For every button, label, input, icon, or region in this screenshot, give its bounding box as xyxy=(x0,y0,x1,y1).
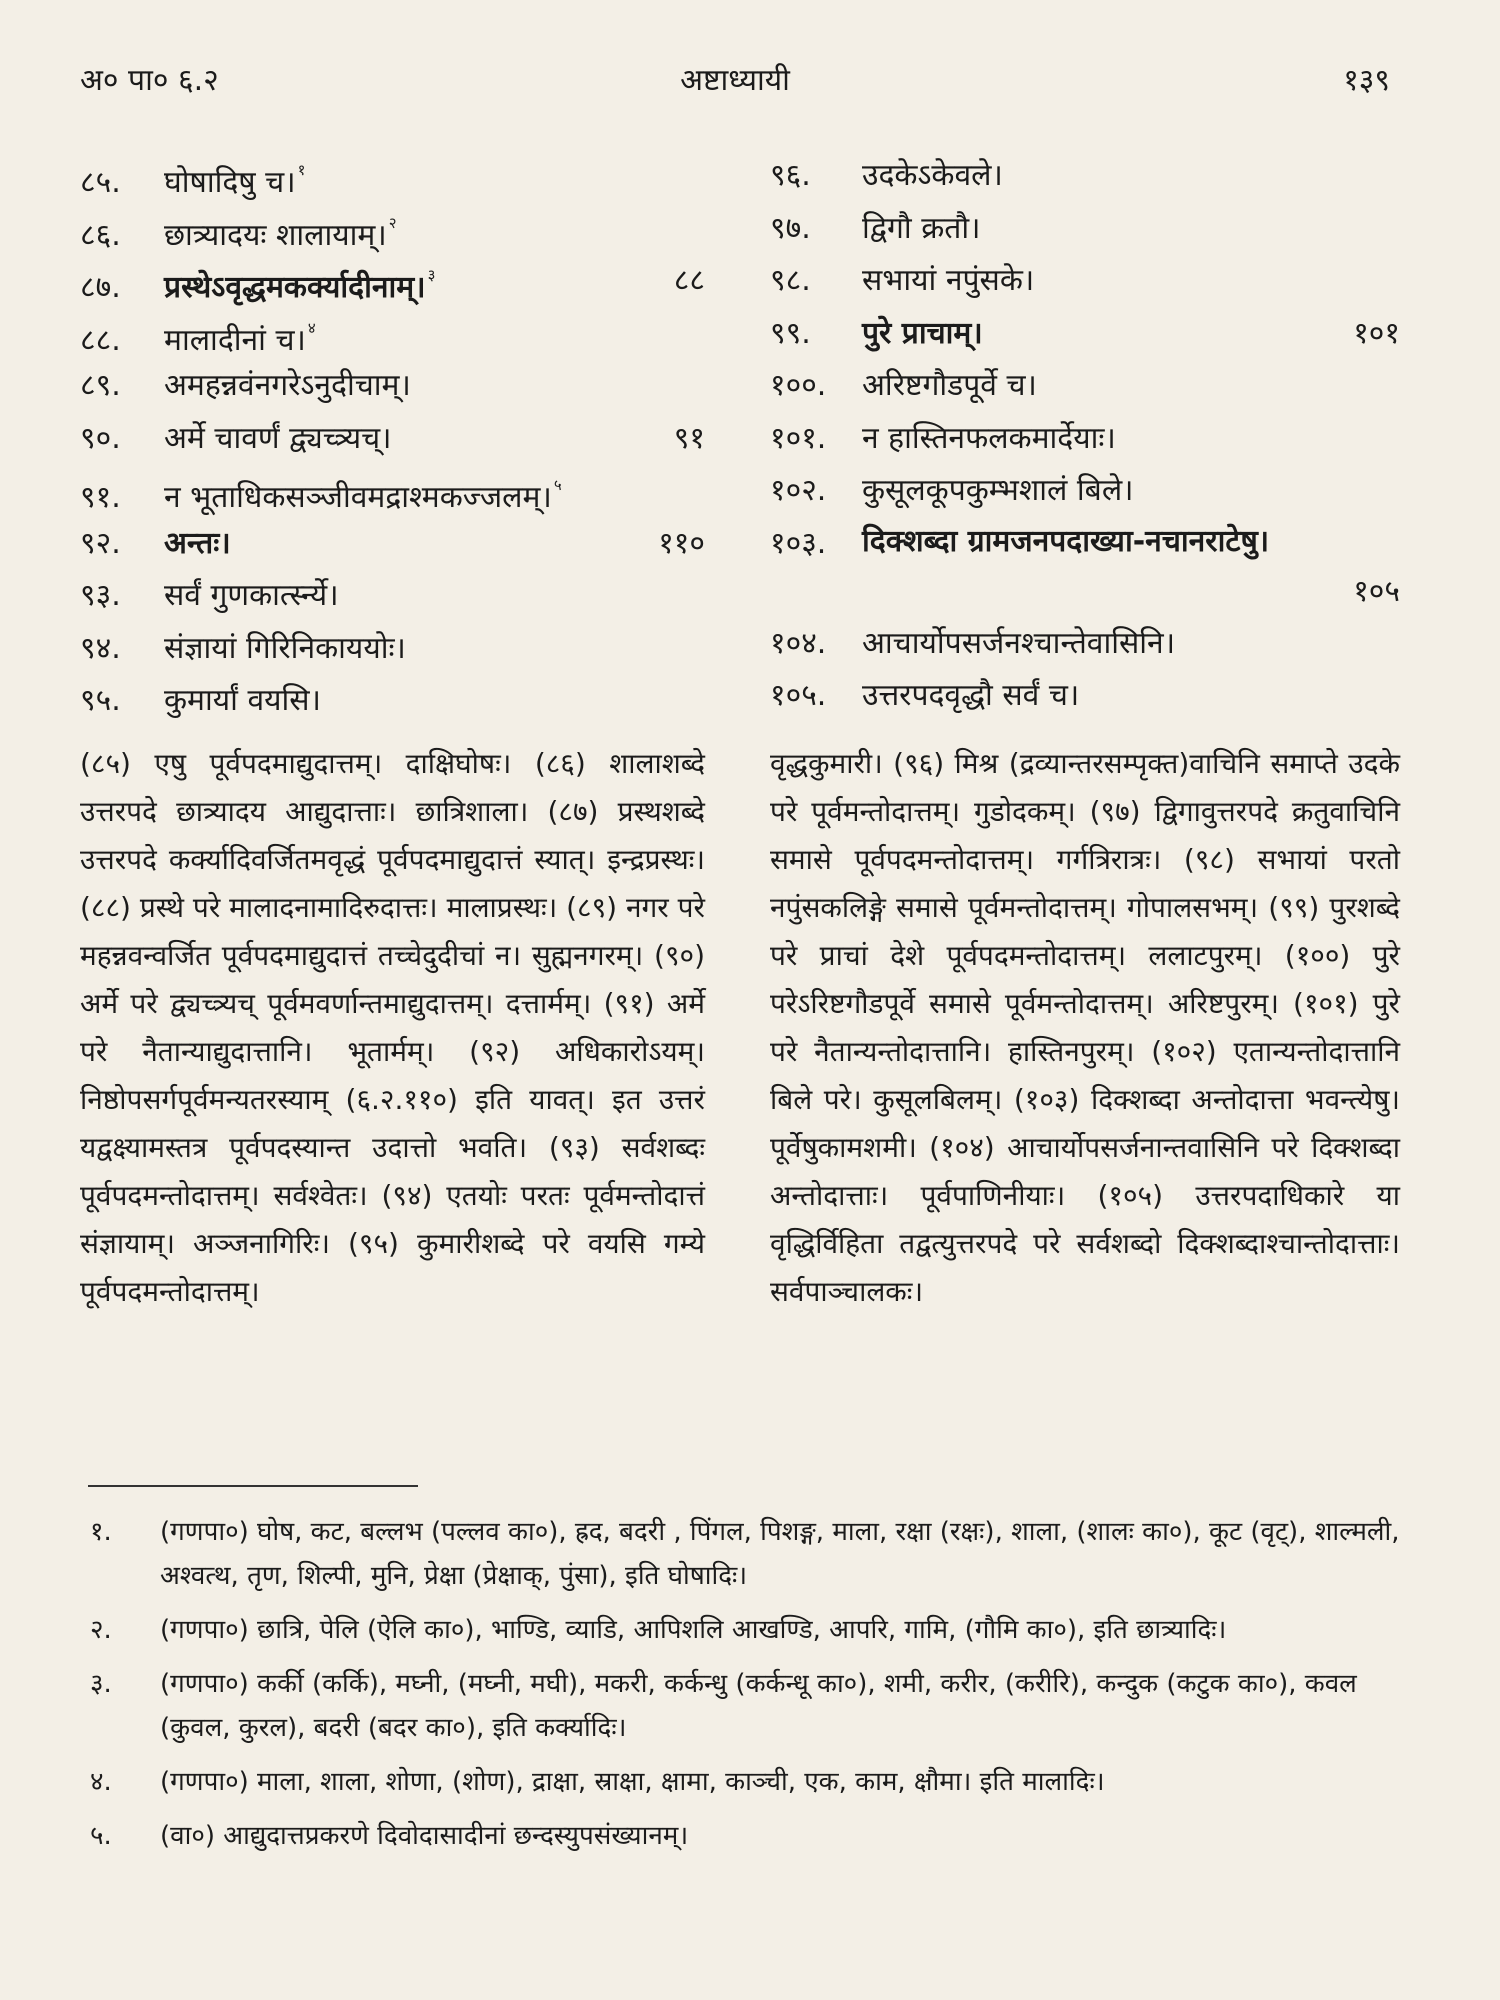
footnote-text: (वा०) आद्युदात्तप्रकरणे दिवोदासादीनां छन्दस्युपसंख्यानम्। xyxy=(160,1821,689,1851)
sutra-reference: ९१ xyxy=(673,420,705,456)
sutra-text: उदकेऽकेवले। xyxy=(862,158,1003,193)
footnote xyxy=(80,1662,1400,1750)
sutra-text: कुमार्यां वयसि। xyxy=(164,683,321,718)
sutra-text: सर्वं गुणकार्त्स्न्ये। xyxy=(164,578,339,613)
footnote-marker: २ xyxy=(388,213,397,232)
page-number: १३९ xyxy=(1343,63,1390,98)
sutra-row: १०१. न हास्तिनफलकमार्देयाः। xyxy=(770,413,1400,466)
sutra-row: ९७. द्विगौ क्रतौ। xyxy=(770,203,1400,256)
sutra-reference: ११० xyxy=(658,525,705,561)
book-title: अष्टाध्यायी xyxy=(680,63,790,98)
footnote-number: २. xyxy=(90,1615,112,1645)
footnote-number: ५. xyxy=(90,1821,112,1851)
sutra-text: अमहन्नवंनगरेऽनुदीचाम्। xyxy=(164,368,411,403)
sutra-row: ८७. प्रस्थेऽवृद्धमकर्क्यादीनाम्। $^३$ ८८ xyxy=(80,255,705,308)
footnote-text: (गणपा०) कर्की (कर्कि), मघ्नी, (मघ्नी, मघी), मकरी, कर्कन्धु (कर्कन्धू का०), शमी, करीर, (करीरि), कन्दुक (कटुक का०), कवल (कुवल, कुरल), बदरी (बदर का०), इति कर्क्यादिः। xyxy=(160,1669,1357,1743)
sutra-row: ९९. पुरे प्राचाम्। १०१ xyxy=(770,308,1400,361)
footnote-marker: ५ xyxy=(553,476,562,494)
sutra-row: ९८. सभायां नपुंसके। xyxy=(770,255,1400,308)
sutra-text: पुरे प्राचाम्। xyxy=(862,315,983,351)
footnote-number: ३. xyxy=(90,1669,112,1699)
sutra-text: उत्तरपदवृद्धौ सर्वं च। xyxy=(862,678,1080,713)
sutra-row: ९५. कुमार्यां वयसि। xyxy=(80,675,705,728)
sutra-row: १०५. उत्तरपदवृद्धौ सर्वं च। xyxy=(770,670,1400,723)
sutra-row: १०४. आचार्योपसर्जनश्चान्तेवासिनि। xyxy=(770,618,1400,671)
footnote-divider xyxy=(88,1485,418,1487)
footnote xyxy=(80,1510,1400,1598)
sutra-text: संज्ञायां गिरिनिकाययोः। xyxy=(164,630,406,666)
footnote xyxy=(80,1608,1400,1652)
sutra-text: आचार्योपसर्जनश्चान्तेवासिनि। xyxy=(862,625,1176,661)
chapter-reference: अ० पा० ६.२ xyxy=(80,63,219,98)
sutra-column-right xyxy=(770,150,1400,723)
sutra-text: मालादीनां च। xyxy=(164,322,306,358)
footnote-number: ४. xyxy=(90,1767,112,1797)
sutra-text: अर्मे चावर्णं द्व्यच्त्र्यच्। xyxy=(164,420,392,456)
sutra-text: प्रस्थेऽवृद्धमकर्क्यादीनाम्। xyxy=(164,270,426,305)
page-header xyxy=(80,58,1390,106)
sutra-text: न भूताधिकसञ्जीवमद्राश्मकज्जलम्। xyxy=(164,480,552,515)
sutra-text: दिक्शब्दा ग्रामजनपदाख्या-नचानराटेषु। xyxy=(862,523,1270,559)
sutra-row: ९६. उदकेऽकेवले। xyxy=(770,150,1400,203)
sutra-text: द्विगौ क्रतौ। xyxy=(862,210,981,246)
sutra-row: ८५. घोषादिषु च। $^१$ xyxy=(80,150,705,203)
commentary-paragraph: वृद्धकुमारी। (९६) मिश्र (द्रव्यान्तरसम्पृक्त)वाचिनि समाप्ते उदके परे पूर्वमन्तोदात्तम्। गुडोदकम्। (९७) द्विगावुत्तरपदे क्रतुवाचिनि समासे पूर्वपदमन्तोदात्तम्। गर्गत्रिरात्रः। (९८) सभायां परतो नपुंसकलिङ्गे समासे पूर्वमन्तोदात्तम्। गोपालसभम्। (९९) पुरशब्दे परे प्राचां देशे पूर्वपदमन्तोदात्तम्। ललाटपुरम्। (१००) पुरे परेऽरिष्टगौडपूर्वे समासे पूर्वमन्तोदात्तम्। अरिष्टपुरम्। (१०१) पुरे परे नैतान्यन्तोदात्तानि। हास्तिनपुरम्। (१०२) एतान्यन्तोदात्तानि बिले परे। कुसूलबिलम्। (१०३) दिक्शब्दा अन्तोदात्ता भवन्त्येषु। पूर्वेषुकामशमी। (१०४) आचार्योपसर्जनान्तवासिनि परे दिक्शब्दा अन्तोदात्ताः। पूर्वपाणिनीयाः। (१०५) उत्तरपदाधिकारे या वृद्धिर्विहिता तद्वत्युत्तरपदे परे सर्वशब्दो दिक्शब्दाश्चान्तोदात्ताः। सर्वपाञ्चालकः। xyxy=(770,747,1400,1308)
sutra-text: घोषादिषु च। xyxy=(164,165,296,200)
footnote-marker: ३ xyxy=(427,266,436,284)
sutra-text: सभायां नपुंसके। xyxy=(862,263,1035,298)
sutra-row: ९३. सर्वं गुणकार्त्स्न्ये। xyxy=(80,570,705,623)
commentary-paragraph: (८५) एषु पूर्वपदमाद्युदात्तम्। दाक्षिघोषः। (८६) शालाशब्दे उत्तरपदे छात्र्यादय आद्युदात्ताः। छात्रिशाला। (८७) प्रस्थशब्दे उत्तरपदे कर्क्यादिवर्जितमवृद्धं पूर्वपदमाद्युदात्तं स्यात्। इन्द्रप्रस्थः। (८८) प्रस्थे परे मालादनामादिरुदात्तः। मालाप्रस्थः। (८९) नगर परे महन्नवन्वर्जित पूर्वपदमाद्युदात्तं तच्चेदुदीचां न। सुह्मनगरम्। (९०) अर्मे परे द्व्यच्त्र्यच् पूर्वमवर्णान्तमाद्युदात्तम्। दत्तार्मम्। (९१) अर्मे परे नैतान्याद्युदात्तानि। भूतार्मम्। (९२) अधिकारोऽयम्। निष्ठोपसर्गपूर्वमन्यतरस्याम् (६.२.११०) इति यावत्। इत उत्तरं यद्वक्ष्यामस्तत्र पूर्वपदस्यान्त उदात्तो भवति। (९३) सर्वशब्दः पूर्वपदमन्तोदात्तम्। सर्वश्वेतः। (९४) एतयोः परतः पूर्वमन्तोदात्तं संज्ञायाम्। अञ्जनागिरिः। (९५) कुमारीशब्दे परे वयसि गम्ये पूर्वपदमन्तोदात्तम्। xyxy=(80,747,706,1308)
sutra-text: छात्र्यादयः शालायाम्। xyxy=(164,217,387,253)
sutra-row: ८६. छात्र्यादयः शालायाम्। $^२$ xyxy=(80,203,705,256)
sutra-reference: १०५ xyxy=(1353,573,1400,609)
footnote-text: (गणपा०) छात्रि, पेलि (ऐलि का०), भाण्डि, व्याडि, आपिशलि आखण्डि, आपरि, गामि, (गौमि का०), इति छात्र्यादिः। xyxy=(160,1615,1227,1645)
sutra-reference: १०१ xyxy=(1353,315,1400,351)
sutra-text: अरिष्टगौडपूर्वे च। xyxy=(862,368,1037,403)
footnote-text: (गणपा०) घोष, कट, बल्लभ (पल्लव का०), ह्रद, बदरी , पिंगल, पिशङ्ग, माला, रक्षा (रक्षः), शाला, (शालः का०), कूट (वृट्), शाल्मली, अश्वत्थ, तृण, शिल्पी, मुनि, प्रेक्षा (प्रेक्षाक्, पुंसा), इति घोषादिः। xyxy=(160,1517,1400,1591)
footnote xyxy=(80,1814,1400,1858)
sutra-row: ८८. मालादीनां च। $^४$ xyxy=(80,308,705,361)
footnotes xyxy=(80,1510,1400,1868)
footnote-marker: १ xyxy=(297,161,306,179)
sutra-text: न हास्तिनफलकमार्देयाः। xyxy=(862,420,1116,456)
sutra-row: ९२. अन्तः। ११० xyxy=(80,518,705,571)
sutra-row: १०३. दिक्शब्दा ग्रामजनपदाख्या-नचानराटेषु। १०५ xyxy=(770,518,1400,618)
sutra-text: कुसूलकूपकुम्भशालं बिले। xyxy=(862,473,1134,508)
sutra-column-left xyxy=(80,150,705,728)
sutra-row: ८९. अमहन्नवंनगरेऽनुदीचाम्। xyxy=(80,360,705,413)
sutra-row: १०२. कुसूलकूपकुम्भशालं बिले। xyxy=(770,465,1400,518)
sutra-row: ९०. अर्मे चावर्णं द्व्यच्त्र्यच्। ९१ xyxy=(80,413,705,466)
sutra-reference: ८८ xyxy=(673,263,705,298)
commentary-right xyxy=(770,740,1400,1316)
footnote-marker: ४ xyxy=(307,318,316,337)
footnote xyxy=(80,1760,1400,1804)
commentary-left xyxy=(80,740,705,1316)
footnote-number: १. xyxy=(90,1517,112,1547)
sutra-text: अन्तः। xyxy=(164,525,231,561)
sutra-row: ९४. संज्ञायां गिरिनिकाययोः। xyxy=(80,623,705,676)
footnote-text: (गणपा०) माला, शाला, शोणा, (शोण), द्राक्षा, स्राक्षा, क्षामा, काञ्ची, एक, काम, क्षौमा। इति मालादिः। xyxy=(160,1767,1105,1797)
sutra-row: ९१. न भूताधिकसञ्जीवमद्राश्मकज्जलम्। $^५$ xyxy=(80,465,705,518)
sutra-row: १००. अरिष्टगौडपूर्वे च। xyxy=(770,360,1400,413)
